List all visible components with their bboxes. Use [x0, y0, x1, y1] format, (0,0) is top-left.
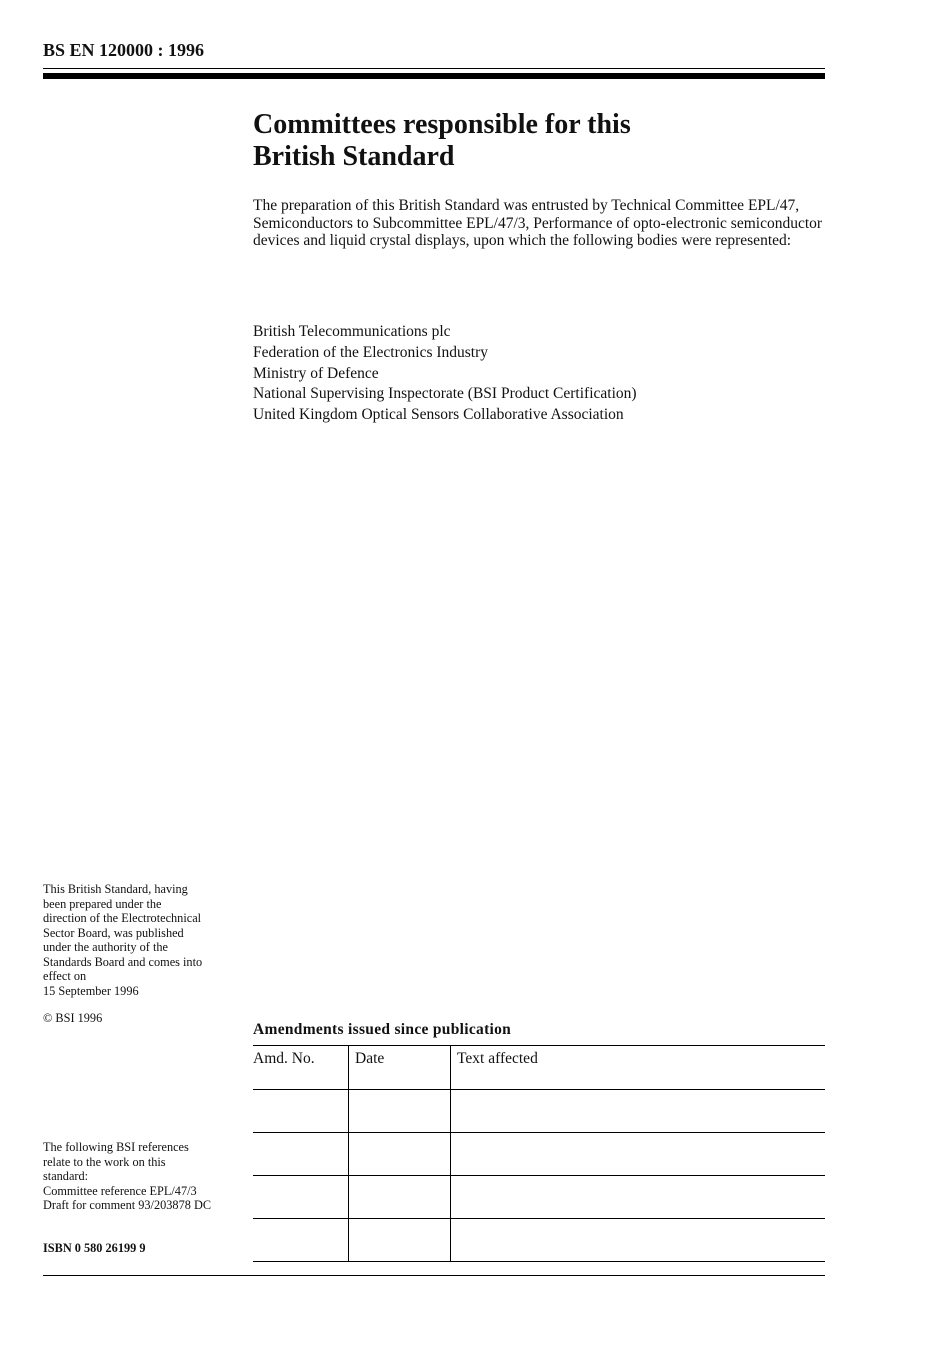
publication-note-line: under the authority of the	[43, 940, 168, 954]
amendments-title: Amendments issued since publication	[253, 1021, 512, 1038]
table-cell	[349, 1176, 451, 1219]
list-item: National Supervising Inspectorate (BSI Product Certification)	[253, 385, 637, 403]
list-item: British Telecommunications plc	[253, 323, 451, 340]
table-cell	[349, 1219, 451, 1262]
publication-note-line: This British Standard, having	[43, 882, 188, 896]
list-item: Federation of the Electronics Industry	[253, 343, 489, 361]
publication-note-line: direction of the Electrotechnical	[43, 911, 202, 925]
page-title-line-2: British Standard	[253, 141, 455, 172]
publication-note-line: Standards Board and comes into	[43, 954, 203, 969]
publication-note-line: 15 September 1996	[43, 983, 139, 998]
table-cell	[451, 1176, 826, 1219]
intro-paragraph: The preparation of this British Standard was entrusted by Technical Committee EPL/47, Semiconductors to Subcommittee EPL/47/3, Performance of opto-electronic semiconductor devices and liquid crystal displays, upon which the following bodies were represented:	[253, 197, 823, 249]
copyright-notice: © BSI 1996	[43, 1011, 103, 1025]
table-cell	[253, 1219, 349, 1262]
bsi-references-line: The following BSI references	[43, 1140, 189, 1154]
column-header-amd-no: Amd. No.	[253, 1046, 349, 1090]
publication-note	[43, 882, 233, 998]
table-cell	[451, 1219, 826, 1262]
table-cell	[349, 1090, 451, 1133]
bsi-references	[43, 1140, 238, 1213]
table-row	[253, 1176, 825, 1219]
table-cell	[253, 1090, 349, 1133]
bsi-references-line: relate to the work on this	[43, 1154, 166, 1169]
column-header-text-affected: Text affected	[451, 1046, 826, 1090]
column-header-date: Date	[349, 1046, 451, 1090]
document-reference: BS EN 120000 : 1996	[43, 40, 205, 60]
table-header-row	[253, 1046, 825, 1090]
table-row	[253, 1090, 825, 1133]
table-row	[253, 1133, 825, 1176]
bsi-references-line: Draft for comment 93/203878 DC	[43, 1198, 212, 1212]
list-item: Ministry of Defence	[253, 364, 379, 382]
table-cell	[253, 1176, 349, 1219]
header-rule-thick	[43, 73, 825, 79]
amendments-table	[253, 1045, 825, 1262]
table-cell	[451, 1133, 826, 1176]
represented-bodies-list	[253, 322, 637, 426]
list-item: United Kingdom Optical Sensors Collaborative Association	[253, 406, 624, 424]
publication-note-line: been prepared under the	[43, 896, 162, 911]
publication-note-line: Sector Board, was published	[43, 925, 184, 940]
table-row	[253, 1219, 825, 1262]
table-cell	[349, 1133, 451, 1176]
page-title-line-1: Committees responsible for this	[253, 109, 631, 140]
isbn: ISBN 0 580 26199 9	[43, 1241, 146, 1255]
bsi-references-line: Committee reference EPL/47/3	[43, 1183, 197, 1198]
page-title	[253, 109, 813, 173]
table-cell	[253, 1133, 349, 1176]
header-rule-thin	[43, 68, 825, 69]
publication-note-line: effect on	[43, 969, 87, 983]
footer-rule	[43, 1275, 825, 1276]
table-cell	[451, 1090, 826, 1133]
bsi-references-line: standard:	[43, 1169, 89, 1183]
